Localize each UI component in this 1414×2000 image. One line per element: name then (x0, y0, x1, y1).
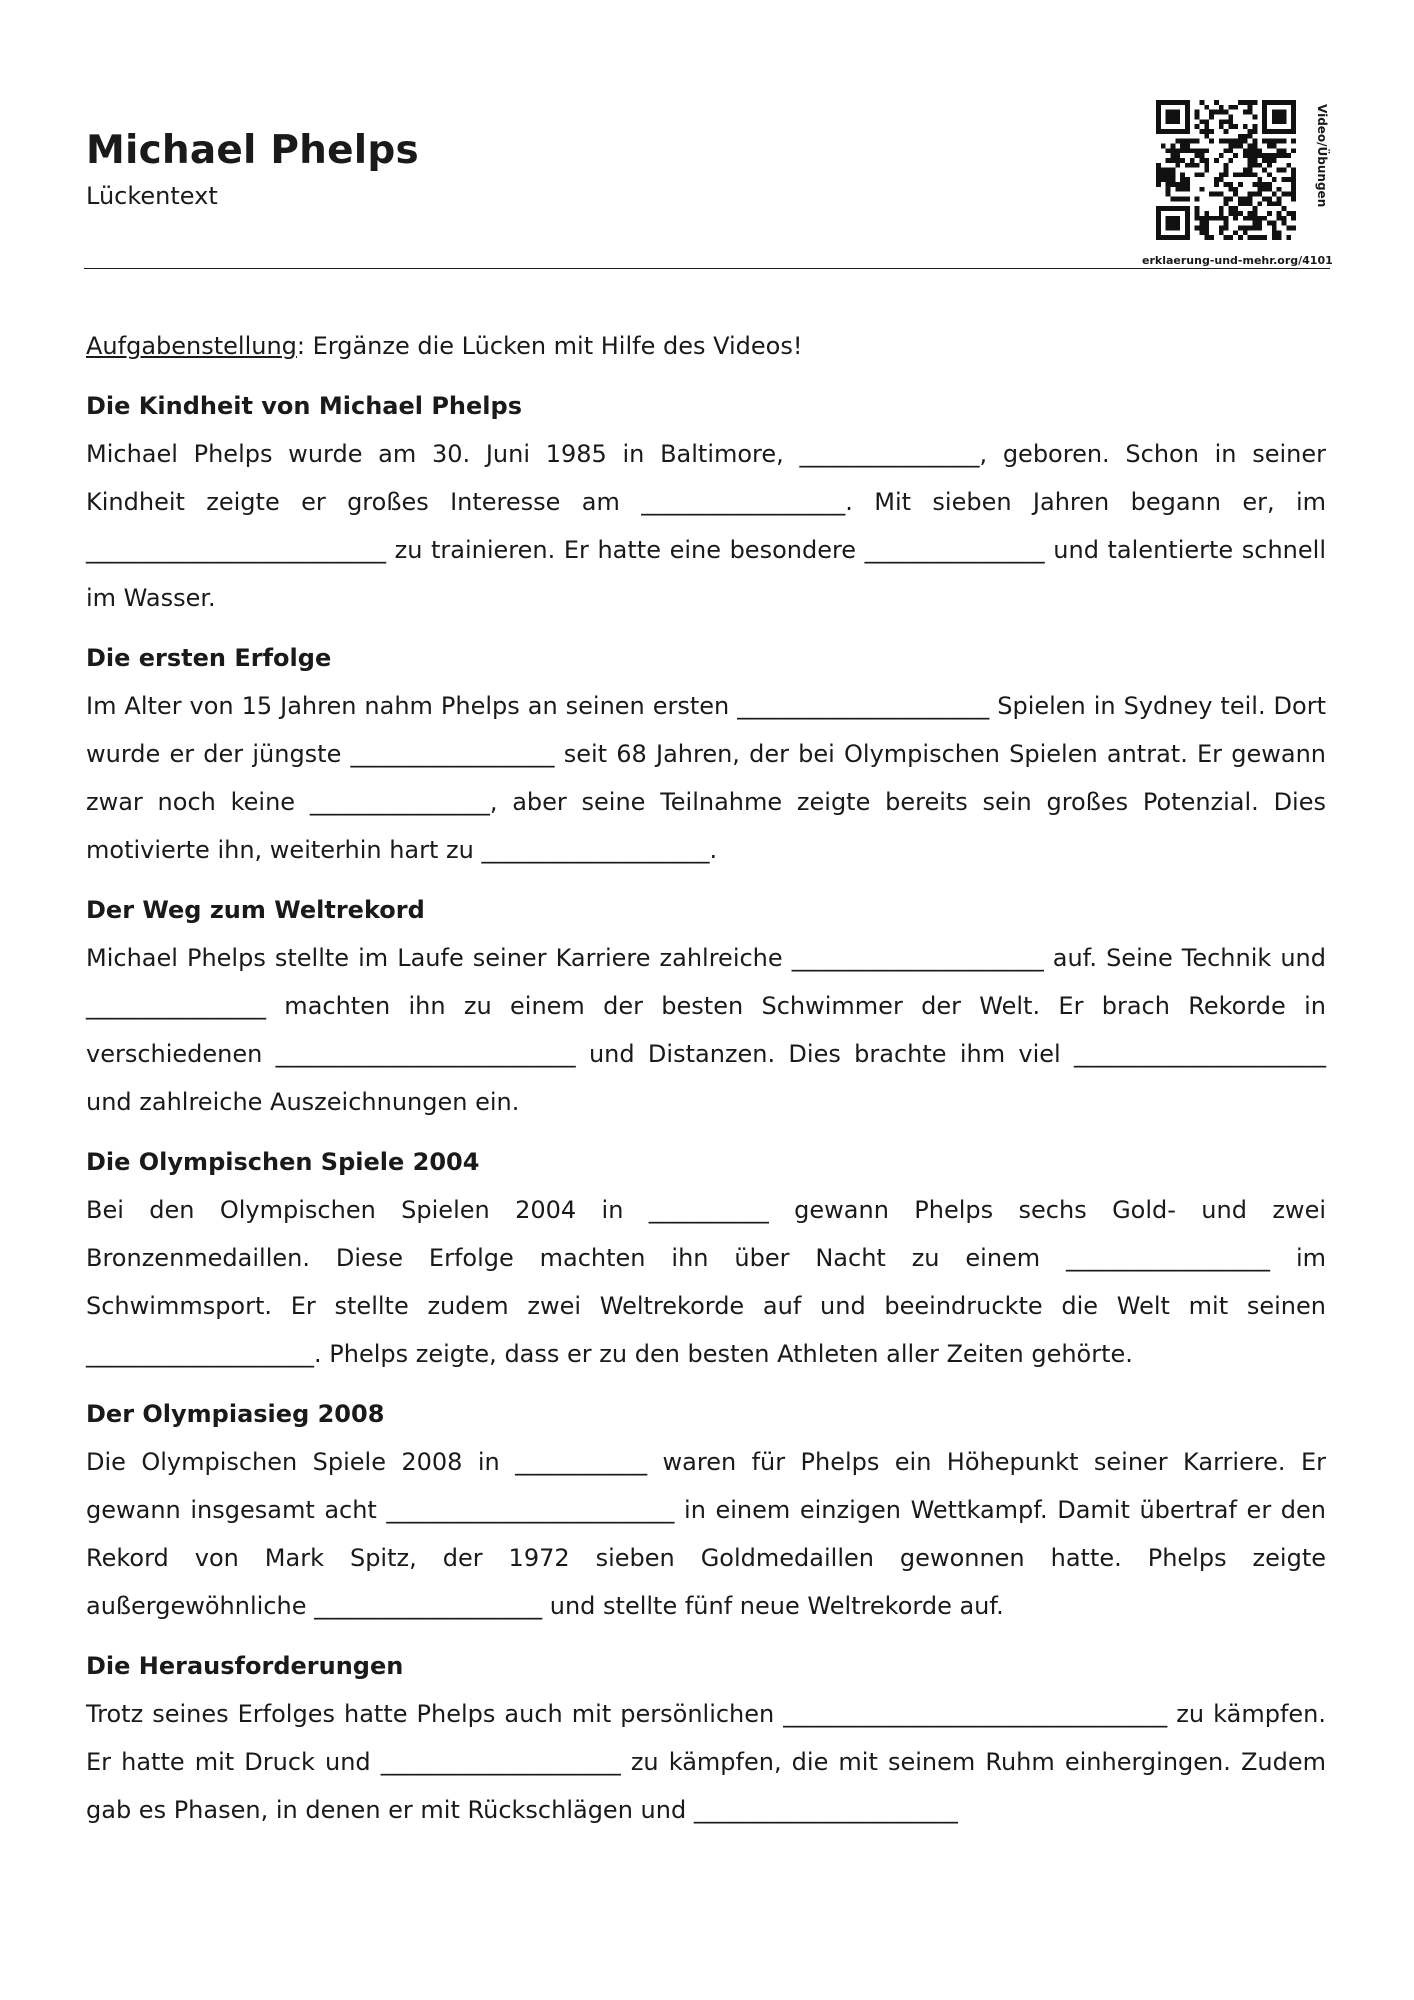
section-text-olympia-2004: Bei den Olympischen Spielen 2004 in __________ gewann Phelps sechs Gold- und zwei Bronzenmedaillen. Diese Erfolge machten ihn über Nacht zu einem _________________ im Schwimmsport. Er stellte zudem zwei Weltrekorde auf und beeindruckte die Welt mit seinen ___________________. Phelps zeigte, dass er zu den besten Athleten aller Zeiten gehörte. (86, 1196, 1326, 1368)
qr-code-icon (1156, 100, 1296, 240)
qr-caption: Video/Übungen (1315, 104, 1329, 208)
header-divider (84, 268, 1330, 269)
section-heading-weltrekord: Der Weg zum Weltrekord (86, 896, 425, 924)
task-text: : Ergänze die Lücken mit Hilfe des Videos! (296, 332, 803, 360)
section-heading-herausforderungen: Die Herausforderungen (86, 1652, 404, 1680)
task-instruction (86, 322, 1326, 370)
section-text-olympiasieg-2008: Die Olympischen Spiele 2008 in ___________ waren für Phelps ein Höhepunkt seiner Karriere. Er gewann insgesamt acht ________________________ in einem einzigen Wettkampf. Damit übertraf er den Rekord von Mark Spitz, der 1972 sieben Goldmedaillen gewonnen hatte. Phelps zeigte außergewöhnliche ___________________ und stellte fünf neue Weltrekorde auf. (86, 1448, 1326, 1620)
section-heading-olympia-2004: Die Olympischen Spiele 2004 (86, 1148, 480, 1176)
section-text-erste-erfolge: Im Alter von 15 Jahren nahm Phelps an seinen ersten _____________________ Spielen in Sydney teil. Dort wurde er der jüngste _________________ seit 68 Jahren, der bei Olympischen Spielen antrat. Er gewann zwar noch keine _______________, aber seine Teilnahme zeigte bereits sein großes Potenzial. Dies motivierte ihn, weiterhin hart zu ___________________. (86, 692, 1326, 864)
section-text-herausforderungen: Trotz seines Erfolges hatte Phelps auch mit persönlichen ________________________________ zu kämpfen. Er hatte mit Druck und ____________________ zu kämpfen, die mit seinem Ruhm einhergingen. Zudem gab es Phasen, in denen er mit Rückschlägen und ______________________ (86, 1700, 1326, 1824)
page-title: Michael Phelps (86, 128, 419, 173)
page-subtitle: Lückentext (86, 182, 218, 210)
source-url: erklaerung-und-mehr.org/4101 (1142, 254, 1333, 267)
section-text-weltrekord: Michael Phelps stellte im Laufe seiner Karriere zahlreiche _____________________ auf. Seine Technik und _______________ machten ihn zu einem der besten Schwimmer der Welt. Er brach Rekorde in verschiedenen _________________________ und Distanzen. Dies brachte ihm viel _____________________ und zahlreiche Auszeichnungen ein. (86, 944, 1326, 1116)
section-heading-olympiasieg-2008: Der Olympiasieg 2008 (86, 1400, 385, 1428)
task-label: Aufgabenstellung (86, 332, 297, 360)
section-heading-kindheit: Die Kindheit von Michael Phelps (86, 392, 522, 420)
worksheet-content (86, 322, 1326, 1846)
section-text-kindheit: Michael Phelps wurde am 30. Juni 1985 in Baltimore, _______________, geboren. Schon in seiner Kindheit zeigte er großes Interesse am _________________. Mit sieben Jahren begann er, im _________________________ zu trainieren. Er hatte eine besondere _______________ und talentierte schnell im Wasser. (86, 440, 1326, 612)
section-heading-erste-erfolge: Die ersten Erfolge (86, 644, 332, 672)
